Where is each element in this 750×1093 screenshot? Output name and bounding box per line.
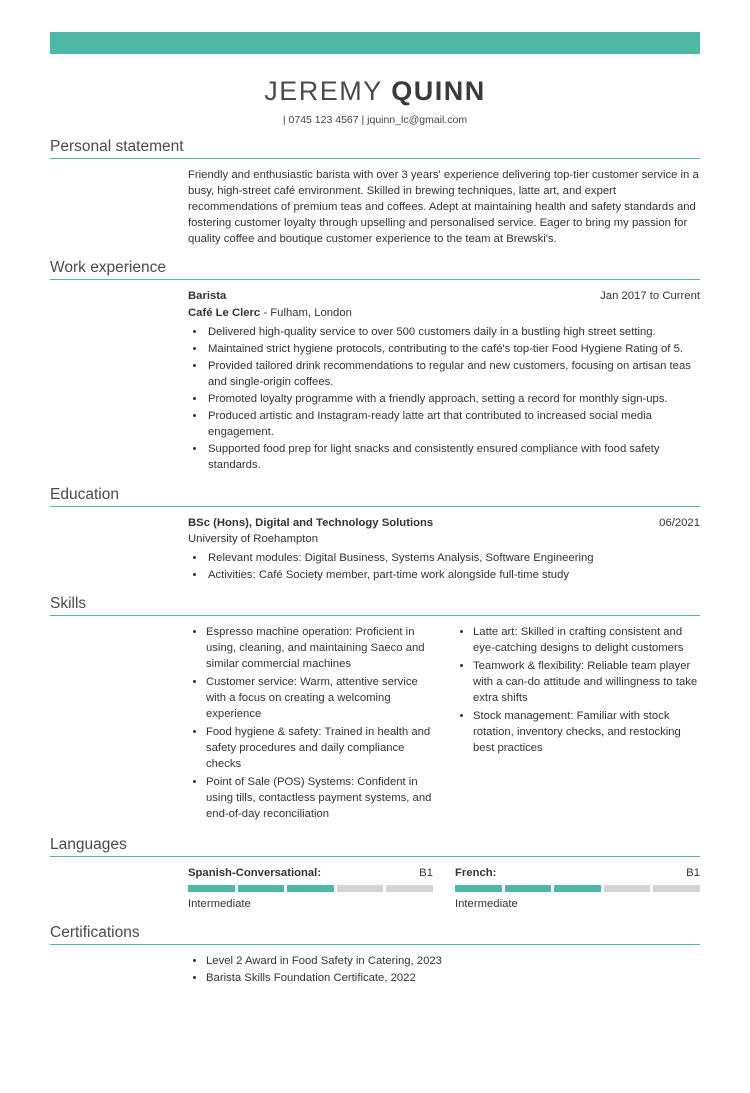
job-location: - Fulham, London bbox=[260, 307, 352, 320]
skills-column-left bbox=[188, 624, 433, 824]
education-date: 06/2021 bbox=[659, 516, 700, 529]
section-body-languages bbox=[50, 857, 700, 912]
skills-list-right bbox=[455, 624, 700, 756]
language-level-bars bbox=[188, 885, 433, 892]
job-bullets bbox=[188, 324, 700, 473]
level-bar bbox=[287, 885, 334, 892]
education-school: University of Roehampton bbox=[188, 532, 318, 545]
list-item: • Teamwork & flexibility: Reliable team player with a can-do attitude and willingness to take extra shifts bbox=[473, 658, 700, 706]
list-item: • Customer service: Warm, attentive service with a focus on creating a welcoming experience bbox=[206, 674, 433, 722]
language-level-label: Intermediate bbox=[455, 898, 518, 911]
language-name: Spanish-Conversational: bbox=[188, 867, 322, 879]
section-title-personal-statement: Personal statement bbox=[50, 138, 700, 159]
language-level-label: Intermediate bbox=[188, 898, 251, 911]
language-item bbox=[455, 865, 700, 912]
certifications-list bbox=[188, 953, 700, 986]
language-level-code: B1 bbox=[686, 867, 700, 879]
section-title-languages: Languages bbox=[50, 836, 700, 857]
section-body-certifications bbox=[50, 945, 700, 986]
list-item: • Promoted loyalty programme with a friendly approach, setting a record for monthly sign-ups. bbox=[206, 391, 700, 407]
list-item: • Stock management: Familiar with stock rotation, inventory checks, and restocking best practices bbox=[473, 708, 700, 756]
contact-line: | 0745 123 4567 | jquinn_lc@gmail.com bbox=[282, 114, 468, 126]
header-name-block bbox=[50, 54, 700, 126]
education-entry bbox=[188, 515, 700, 583]
list-item: • Latte art: Skilled in crafting consistent and eye-catching designs to delight customers bbox=[473, 624, 700, 656]
last-name: QUINN bbox=[391, 76, 486, 106]
page-title bbox=[50, 76, 700, 107]
education-degree: BSc (Hons), Digital and Technology Solutions bbox=[188, 516, 434, 529]
level-bar bbox=[505, 885, 552, 892]
list-item: • Maintained strict hygiene protocols, contributing to the café's top-tier Food Hygiene Rating of 5. bbox=[206, 341, 700, 357]
personal-statement-text: Friendly and enthusiastic barista with over 3 years' experience delivering top-tier customer service in a busy, high-street café environment. Skilled in brewing techniques, latte art, and expert recommendations of premium teas and coffees. Adept at maintaining health and safety standards and fostering customer loyalty through upselling and personalised service. Eager to bring my passion for quality coffee and boutique customer experience to the team at Brewski's. bbox=[188, 169, 699, 246]
language-header bbox=[455, 865, 700, 881]
job-date: Jan 2017 to Current bbox=[600, 290, 700, 303]
list-item: • Food hygiene & safety: Trained in health and safety procedures and daily compliance checks bbox=[206, 724, 433, 772]
section-certifications bbox=[50, 924, 700, 986]
level-bar bbox=[554, 885, 601, 892]
list-item: • Delivered high-quality service to over 500 customers daily in a bustling high street setting. bbox=[206, 324, 700, 340]
list-item: • Espresso machine operation: Proficient in using, cleaning, and maintaining Saeco and similar commercial machines bbox=[206, 624, 433, 672]
skills-columns bbox=[188, 624, 700, 824]
education-bullets bbox=[188, 550, 700, 583]
job-company: Café Le Clerc bbox=[188, 307, 261, 320]
section-body-skills bbox=[50, 616, 700, 824]
level-bar bbox=[604, 885, 651, 892]
job-header bbox=[188, 288, 700, 304]
section-title-certifications: Certifications bbox=[50, 924, 700, 945]
level-bar bbox=[337, 885, 384, 892]
section-personal-statement bbox=[50, 138, 700, 247]
section-skills bbox=[50, 595, 700, 824]
languages-row bbox=[188, 865, 700, 912]
job-title: Barista bbox=[188, 290, 227, 303]
language-item bbox=[188, 865, 433, 912]
section-title-education: Education bbox=[50, 486, 700, 507]
first-name: JEREMY bbox=[264, 76, 383, 106]
list-item: • Barista Skills Foundation Certificate, 2022 bbox=[206, 970, 700, 986]
language-name: French: bbox=[455, 867, 497, 879]
language-header bbox=[188, 865, 433, 881]
list-item: • Produced artistic and Instagram-ready latte art that contributed to increased social media engagement. bbox=[206, 408, 700, 440]
list-item: • Activities: Café Society member, part-time work alongside full-time study bbox=[206, 567, 700, 583]
section-body-work-experience bbox=[50, 280, 700, 473]
language-level-code: B1 bbox=[419, 867, 433, 879]
level-bar bbox=[238, 885, 285, 892]
accent-header-bar bbox=[50, 32, 700, 54]
section-body-education bbox=[50, 507, 700, 583]
level-bar bbox=[188, 885, 235, 892]
section-title-work-experience: Work experience bbox=[50, 259, 700, 280]
section-languages bbox=[50, 836, 700, 912]
skills-column-right bbox=[455, 624, 700, 824]
level-bar bbox=[386, 885, 433, 892]
level-bar bbox=[455, 885, 502, 892]
section-work-experience bbox=[50, 259, 700, 473]
list-item: • Provided tailored drink recommendations to regular and new customers, focusing on artisan teas and single-origin coffees. bbox=[206, 358, 700, 390]
list-item: • Supported food prep for light snacks and consistently ensured compliance with food safety standards. bbox=[206, 441, 700, 473]
job-company-line bbox=[188, 305, 700, 321]
education-header bbox=[188, 515, 700, 531]
section-education bbox=[50, 486, 700, 583]
list-item: • Relevant modules: Digital Business, Systems Analysis, Software Engineering bbox=[206, 550, 700, 566]
resume-page bbox=[0, 32, 750, 1093]
skills-list-left bbox=[188, 624, 433, 822]
list-item: • Level 2 Award in Food Safety in Catering, 2023 bbox=[206, 953, 700, 969]
section-title-skills: Skills bbox=[50, 595, 700, 616]
level-bar bbox=[653, 885, 700, 892]
list-item: • Point of Sale (POS) Systems: Confident in using tills, contactless payment systems, and end-of-day reconciliation bbox=[206, 774, 433, 822]
section-body-personal-statement bbox=[50, 159, 700, 247]
job-entry bbox=[188, 288, 700, 473]
language-level-bars bbox=[455, 885, 700, 892]
